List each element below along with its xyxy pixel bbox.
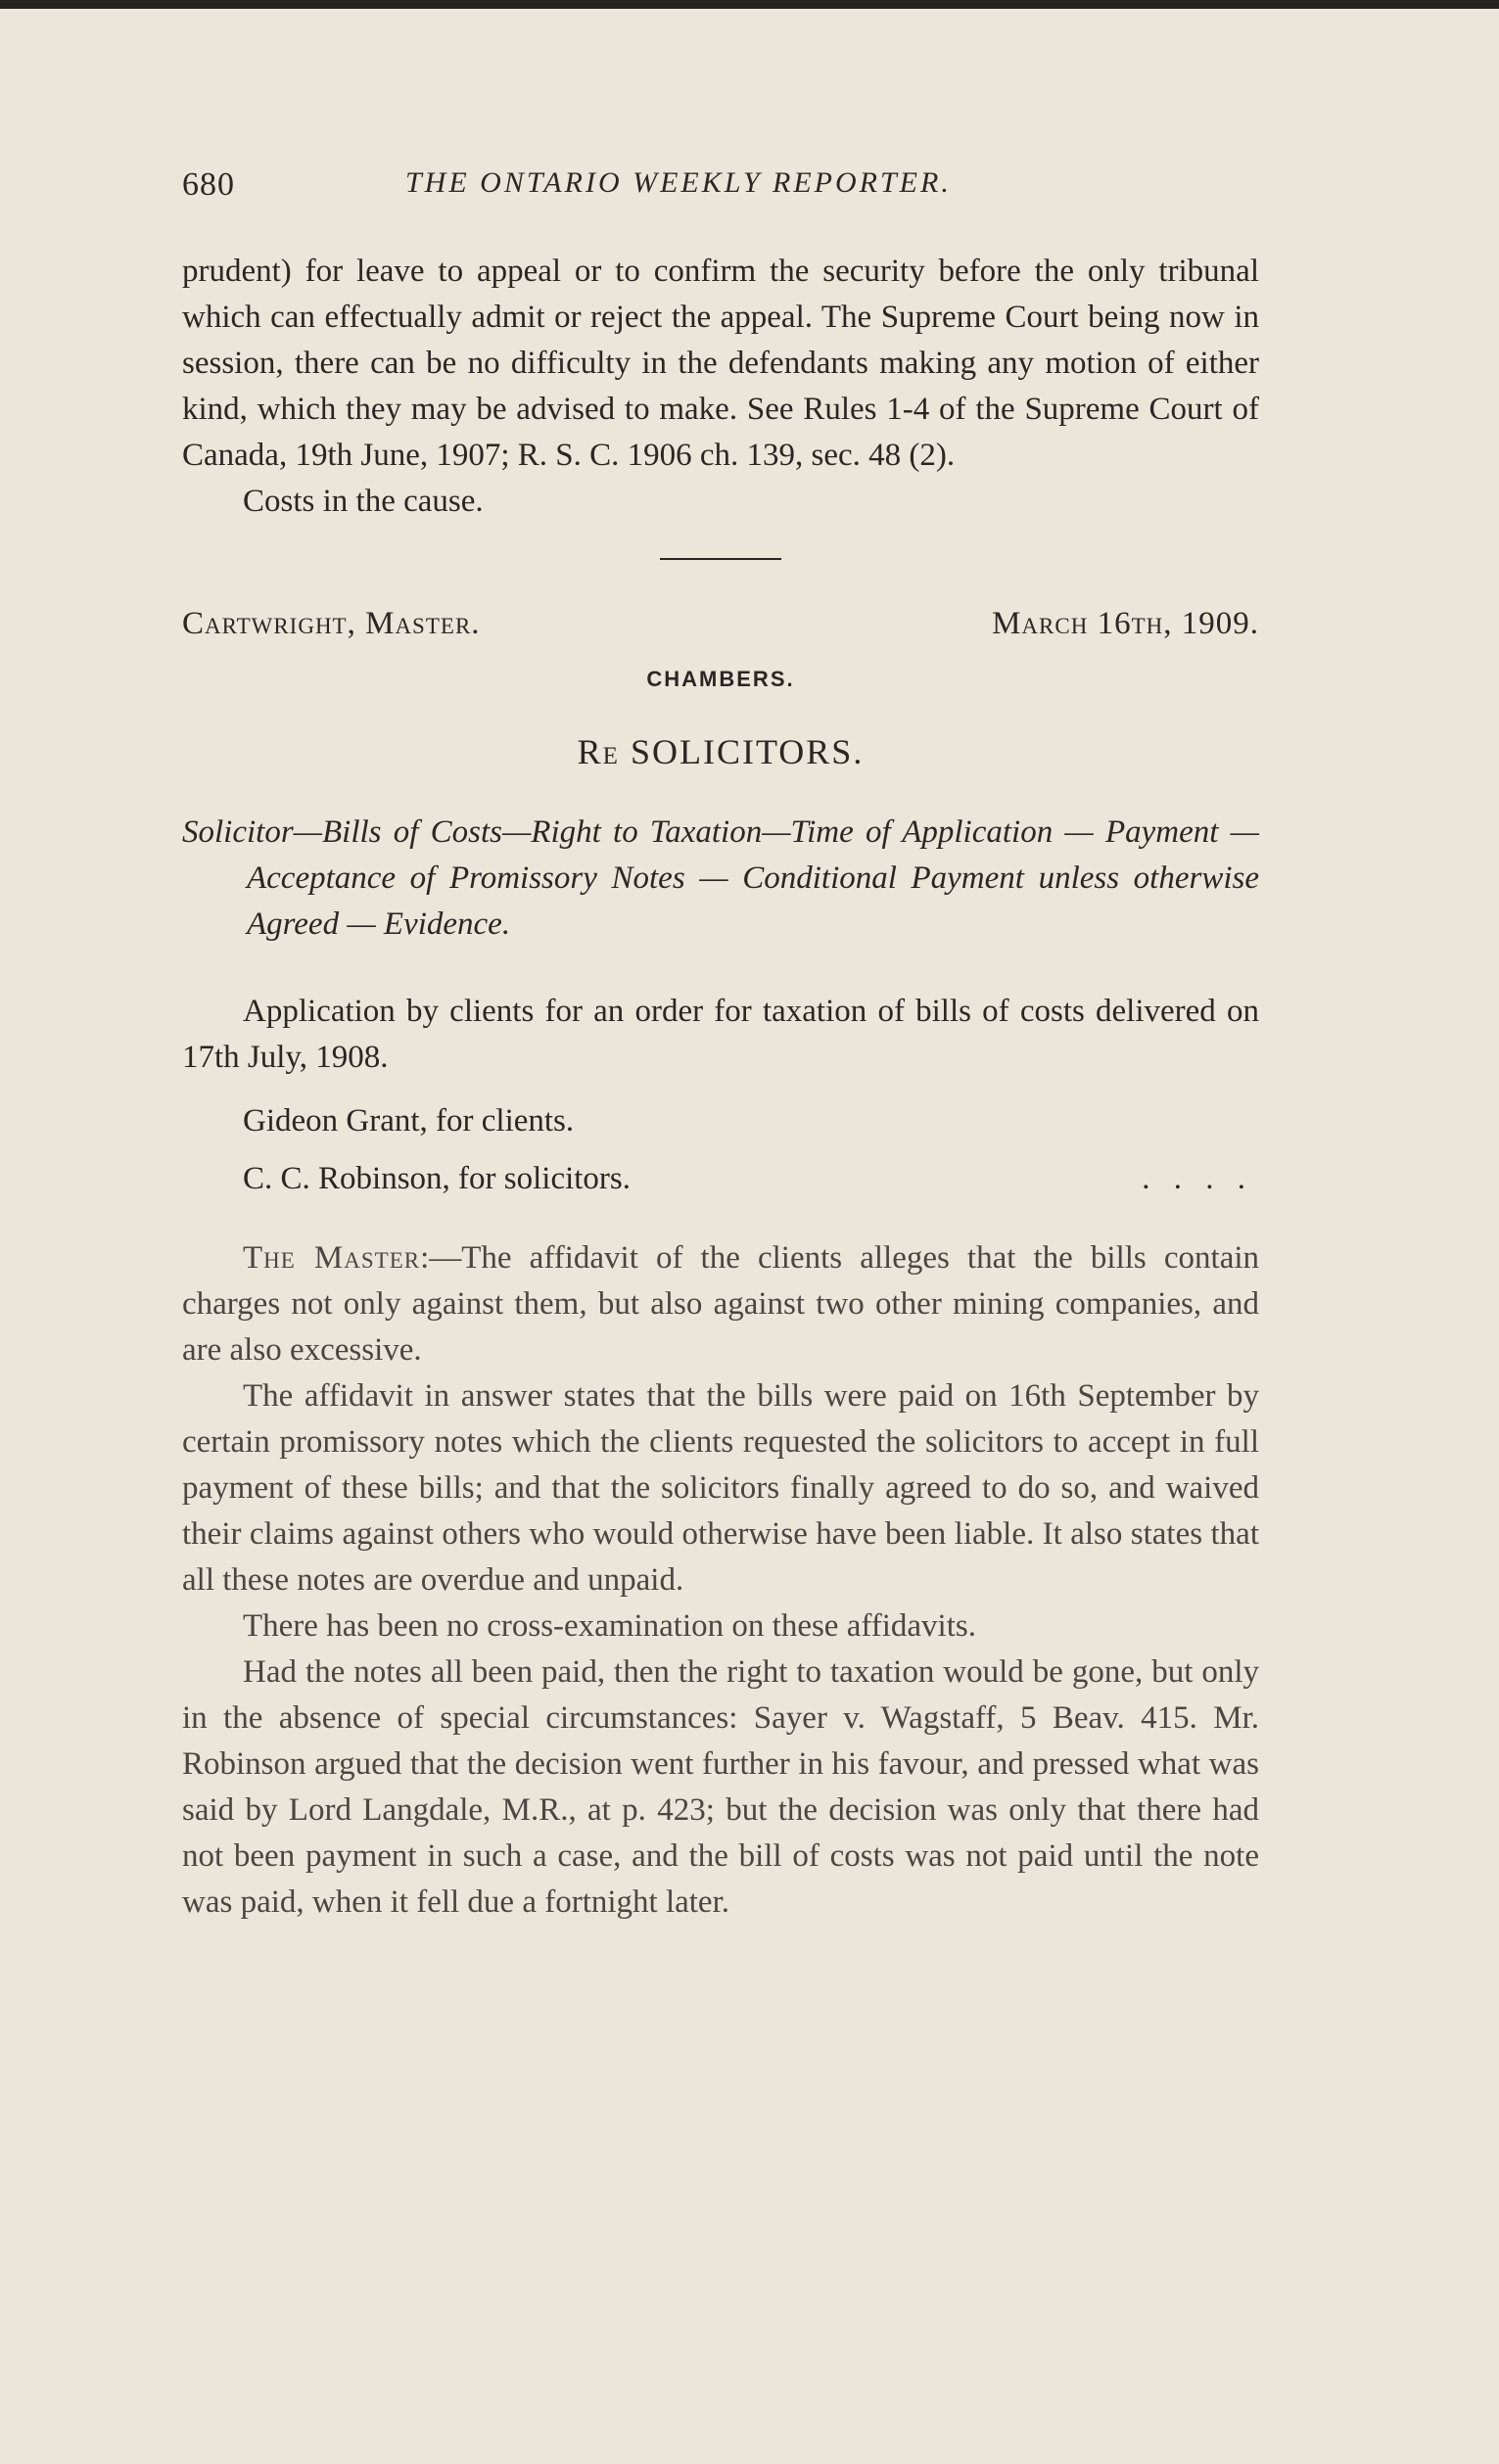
decision-date: March 16th, 1909. xyxy=(992,606,1259,641)
journal-title: THE ONTARIO WEEKLY REPORTER. xyxy=(405,166,952,199)
judgment-speaker: The Master xyxy=(243,1240,421,1276)
scan-edge-bar xyxy=(0,0,1499,9)
judge-date-line xyxy=(182,601,1259,647)
judgment-paragraph-1 xyxy=(182,1235,1259,1373)
application-paragraph: Application by clients for an order for taxation of bills of costs delivered on 17th July, 1908. xyxy=(182,994,1259,1075)
case-title: Re SOLICITORS. xyxy=(577,732,865,771)
page-number: 680 xyxy=(182,166,235,203)
headnote: Solicitor—Bills of Costs—Right to Taxation—Time of Application — Payment — Acceptance of Promissory Notes — Conditional Payment unless otherwise Agreed — Evidence. xyxy=(182,814,1259,942)
section-divider xyxy=(660,558,781,560)
judge-name: Cartwright, Master. xyxy=(182,606,481,641)
counsel-solicitors-row xyxy=(182,1156,1259,1202)
judgment-paragraph-4: Had the notes all been paid, then the right to taxation would be gone, but only in the absence of special circumstances: Sayer v. Wagstaff, 5 Beav. 415. Mr. Robinson argued that the decision went further in his favour, and pressed what was said by Lord Langdale, M.R., at p. 423; but the decision was only that there had not been payment in such a case, and the bill of costs was not paid until the note was paid, when it fell due a fortnight later. xyxy=(182,1654,1259,1920)
counsel-clients: Gideon Grant, for clients. xyxy=(243,1103,575,1139)
costs-line: Costs in the cause. xyxy=(243,484,484,519)
counsel-solicitors: C. C. Robinson, for solicitors. xyxy=(243,1161,632,1196)
judgment-paragraph-2: The affidavit in answer states that the bills were paid on 16th September by certain promissory notes which the clients requested the solicitors to accept in full payment of these bills; and that the solicitors finally agreed to do so, and waived their claims against others who would otherwise have been liable. It also states that all these notes are overdue and unpaid. xyxy=(182,1378,1259,1598)
judgment-paragraph-3: There has been no cross-examination on these affidavits. xyxy=(243,1608,976,1644)
court-name: CHAMBERS. xyxy=(646,667,795,691)
book-page xyxy=(182,157,1259,1926)
judgment-text-1: :—The affidavit of the clients alleges that the bills contain charges not only against them, but also against two other mining companies, and are also excessive. xyxy=(182,1240,1260,1368)
running-head xyxy=(182,157,1259,215)
previous-case-paragraph: prudent) for leave to appeal or to confirm the security before the only tribunal which can effectually admit or reject the appeal. The Supreme Court being now in session, there can be no difficulty in the defendants making any motion of either kind, which they may be advised to make. See Rules 1-4 of the Supreme Court of Canada, 19th June, 1907; R. S. C. 1906 ch. 139, sec. 48 (2). xyxy=(182,254,1259,473)
trailing-dots: . . . . xyxy=(1142,1161,1253,1196)
